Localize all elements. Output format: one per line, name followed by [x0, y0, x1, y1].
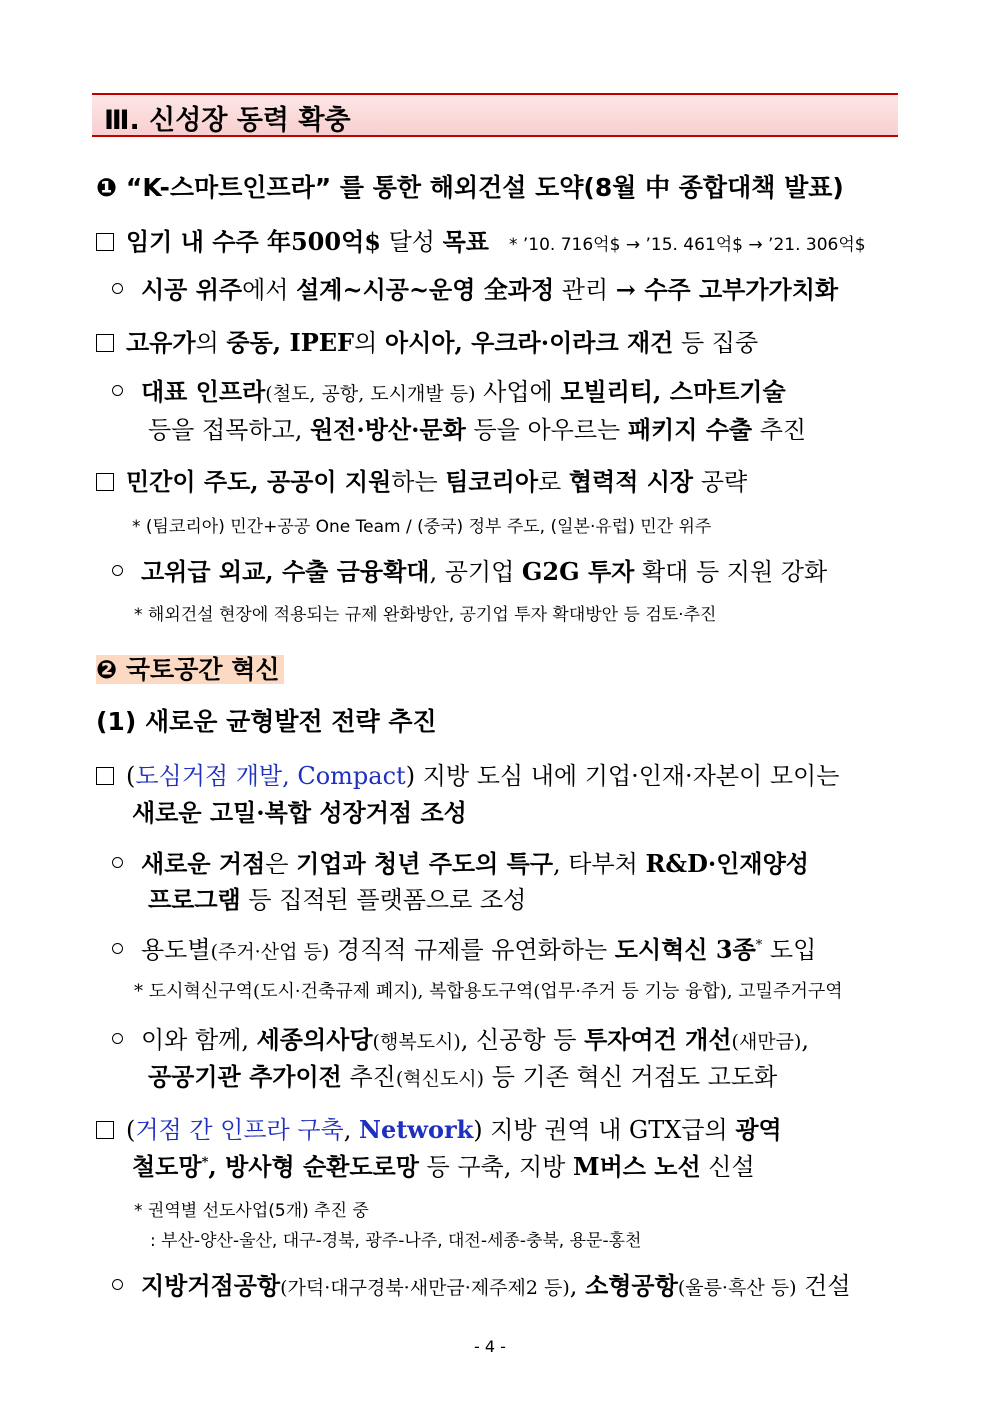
note-urban-innovation: * 도시혁신구역(도시·건축규제 폐지), 복합용도구역(업무·주거 등 기능 융합), 고밀주거구역: [134, 981, 843, 1002]
checkbox-square-icon: [96, 233, 114, 251]
p4c-small-3: (혁신도시): [395, 1068, 485, 1090]
p5a-small-2: (울릉·흑산 등): [677, 1277, 797, 1299]
p5-bold-4: M버스 노선: [573, 1152, 701, 1181]
p4-close-paren: ): [405, 762, 416, 790]
p2a-bold-4: 패키지 수출: [627, 415, 753, 444]
p5a-bold-1: 지방거점공항: [141, 1271, 281, 1300]
p5-bold-3: , 방사형 순환도로망: [208, 1152, 419, 1181]
paragraph-4-line-1: [96, 756, 839, 791]
p2a-text-2: 등을 접목하고,: [148, 416, 310, 444]
p5-text-2: 등 구축, 지방: [418, 1153, 573, 1181]
paragraph-4b: [112, 930, 816, 965]
heading-2-title: 국토공간 혁신: [125, 655, 280, 684]
p4a-text-2: , 타부처: [553, 850, 646, 878]
heading-1-number: ❶: [96, 173, 118, 202]
p5-blue-title-1: 거점 간 인프라 구축: [135, 1116, 344, 1144]
p4a-bold-2: 기업과 청년 주도의 특구: [296, 849, 554, 878]
paragraph-3: [96, 462, 747, 497]
p4c-bold-3: 공공기관 추가이전: [148, 1062, 342, 1091]
checkbox-square-icon: [96, 1121, 114, 1139]
p3a-text-1: , 공기업: [429, 558, 522, 586]
note-overseas-construction: * 해외건설 현장에 적용되는 규제 완화방안, 공기업 투자 확대방안 등 검토·추진: [134, 605, 717, 625]
p5a-text-2: 건설: [796, 1272, 851, 1300]
p1-bold-2: 목표: [442, 227, 489, 256]
p5-bold-1: 광역: [735, 1115, 782, 1144]
paragraph-4-line-2: 새로운 고밀·복합 성장거점 조성: [132, 798, 467, 827]
p4b-small-1: (주거·산업 등): [210, 941, 330, 963]
note-regional-projects-list: : 부산-양산-울산, 대구-경북, 광주-나주, 대전-세종-충북, 용문-홍천: [150, 1231, 642, 1251]
bullet-circle-icon: [112, 1279, 123, 1290]
paragraph-4c-line-2: [148, 1057, 777, 1092]
p2a-text-1: 사업에: [475, 378, 561, 406]
heading-3: (1) 새로운 균형발전 전략 추진: [96, 707, 437, 736]
p3-text-3: 공략: [693, 468, 748, 496]
paragraph-2a-line-1: [112, 372, 786, 407]
bullet-circle-icon: [112, 565, 123, 576]
paragraph-3a: [112, 552, 827, 587]
p3a-bold-1: 고위급 외교, 수출 금융확대: [141, 557, 430, 586]
p4a-bold-3: R&D·인재양성: [645, 849, 809, 878]
p5-footnote-mark: *: [201, 1155, 209, 1170]
p5-text-1: 지방 권역 내 GTX급의: [482, 1116, 736, 1144]
checkbox-square-icon: [96, 473, 114, 491]
p4c-text-5: 등 기존 혁신 거점도 고도화: [484, 1063, 778, 1091]
paragraph-5-line-1: [96, 1110, 782, 1145]
paragraph-2: [96, 323, 758, 358]
heading-2-highlight: [96, 655, 284, 684]
p2-text-2: 의: [354, 329, 385, 357]
p1a-text-2: 관리: [554, 276, 616, 304]
bullet-circle-icon: [112, 283, 123, 294]
bullet-circle-icon: [112, 1033, 123, 1044]
page-number: - 4 -: [474, 1337, 506, 1356]
p2a-bold-1: 대표 인프라: [141, 377, 266, 406]
paragraph-1: [96, 222, 866, 257]
p2-bold-0: 고유가: [126, 328, 196, 357]
p2a-text-4: 추진: [752, 416, 807, 444]
p2a-bold-2: 모빌리티, 스마트기술: [560, 377, 786, 406]
p4a-text-1: 은: [265, 850, 297, 878]
paragraph-5a: [112, 1266, 851, 1301]
p1-text: 달성: [380, 228, 443, 256]
p2a-bold-3: 원전·방산·문화: [310, 415, 466, 444]
p1a-bold-3: → 수주 고부가가치화: [615, 275, 839, 304]
p4b-text-1: 용도별: [141, 936, 211, 964]
p4b-text-3: 도입: [762, 936, 817, 964]
heading-1: [96, 168, 844, 204]
p4b-bold-1: 도시혁신 3종: [614, 935, 756, 964]
p4a-bold-4: 프로그램: [148, 885, 241, 914]
bullet-circle-icon: [112, 857, 123, 868]
p2-bold-2: 아시아, 우크라·이라크 재건: [384, 328, 674, 357]
note-team-korea: * (팀코리아) 민간+공공 One Team / (중국) 정부 주도, (일본·유럽) 민간 위주: [132, 517, 712, 537]
p1a-bold-2: 설계~시공~운영 全과정: [296, 275, 555, 304]
bullet-circle-icon: [112, 943, 123, 954]
p5a-bold-2: 소형공항: [585, 1271, 678, 1300]
p5-text-3: 신설: [700, 1153, 755, 1181]
p4a-bold-1: 새로운 거점: [141, 849, 266, 878]
p5-open-paren: (: [126, 1116, 136, 1144]
p3-text-1: 하는: [391, 468, 446, 496]
p3-bold-1: 민간이 주도, 공공이 지원: [126, 467, 392, 496]
p2-text-3: 등 집중: [673, 329, 759, 357]
p3-text-2: 로: [538, 468, 569, 496]
p4c-small-2: (새만금): [731, 1031, 802, 1053]
p1a-text-1: 에서: [242, 276, 297, 304]
p4c-text-3: ,: [801, 1026, 810, 1054]
p5-comma: ,: [343, 1116, 359, 1144]
p3-bold-2: 팀코리아: [445, 467, 539, 496]
checkbox-square-icon: [96, 334, 114, 352]
heading-1-title: “K-스마트인프라” 를 통한 해외건설 도약(8월 中 종합대책 발표): [125, 173, 844, 202]
p4c-bold-1: 세종의사당: [256, 1025, 373, 1054]
heading-2: [96, 650, 284, 686]
p1-note: * ’10. 716억$ → ’15. 461억$ → ’21. 306억$: [508, 235, 866, 255]
paragraph-5-line-2: [132, 1147, 755, 1182]
p1a-bold-1: 시공 위주: [141, 275, 243, 304]
p4b-text-2: 경직적 규제를 유연화하는: [329, 936, 615, 964]
p4c-text-2: , 신공항 등: [460, 1026, 585, 1054]
paragraph-1a: [112, 270, 838, 305]
p5a-text-1: ,: [569, 1272, 586, 1300]
p4c-text-4: 추진: [341, 1063, 396, 1091]
checkbox-square-icon: [96, 767, 114, 785]
p4-text-1: 지방 도심 내에 기업·인재·자본이 모이는: [415, 762, 840, 790]
p2-text-1: 의: [195, 329, 227, 357]
paragraph-2a-line-2: [148, 410, 806, 445]
p5-close-paren: ): [473, 1116, 483, 1144]
p4-blue-title: 도심거점 개발, Compact: [135, 762, 406, 790]
p3a-bold-2: G2G 투자: [521, 557, 635, 586]
p2a-text-3: 등을 아우르는: [465, 416, 628, 444]
bullet-circle-icon: [112, 385, 123, 396]
p5-bold-2: 철도망: [132, 1152, 202, 1181]
p4c-bold-2: 투자여건 개선: [584, 1025, 732, 1054]
heading-2-number: ❷: [96, 655, 118, 684]
p4b-footnote-mark: *: [755, 938, 763, 953]
p2a-small-1: (철도, 공항, 도시개발 등): [265, 383, 476, 405]
p5a-small-1: (가덕·대구경북·새만금·제주제2 등): [280, 1277, 570, 1299]
paragraph-4a-line-1: [112, 844, 809, 879]
p1-bold-1: 임기 내 수주 年500억$: [126, 227, 381, 256]
p4-open-paren: (: [126, 762, 136, 790]
p3a-text-2: 확대 등 지원 강화: [634, 558, 828, 586]
p4a-text-3: 등 집적된 플랫폼으로 조성: [240, 886, 527, 914]
p4c-small-1: (행복도시): [372, 1031, 461, 1053]
section-title: Ⅲ. 신성장 동력 확충: [104, 105, 351, 136]
note-regional-projects: * 권역별 선도사업(5개) 추진 중: [134, 1201, 369, 1221]
p5-blue-title-2: Network: [359, 1115, 474, 1144]
p2-bold-1: 중동, IPEF: [226, 328, 355, 357]
paragraph-4c-line-1: [112, 1020, 809, 1055]
p3-bold-3: 협력적 시장: [568, 467, 694, 496]
p4c-text-1: 이와 함께,: [141, 1026, 257, 1054]
paragraph-4a-line-2: [148, 880, 526, 915]
